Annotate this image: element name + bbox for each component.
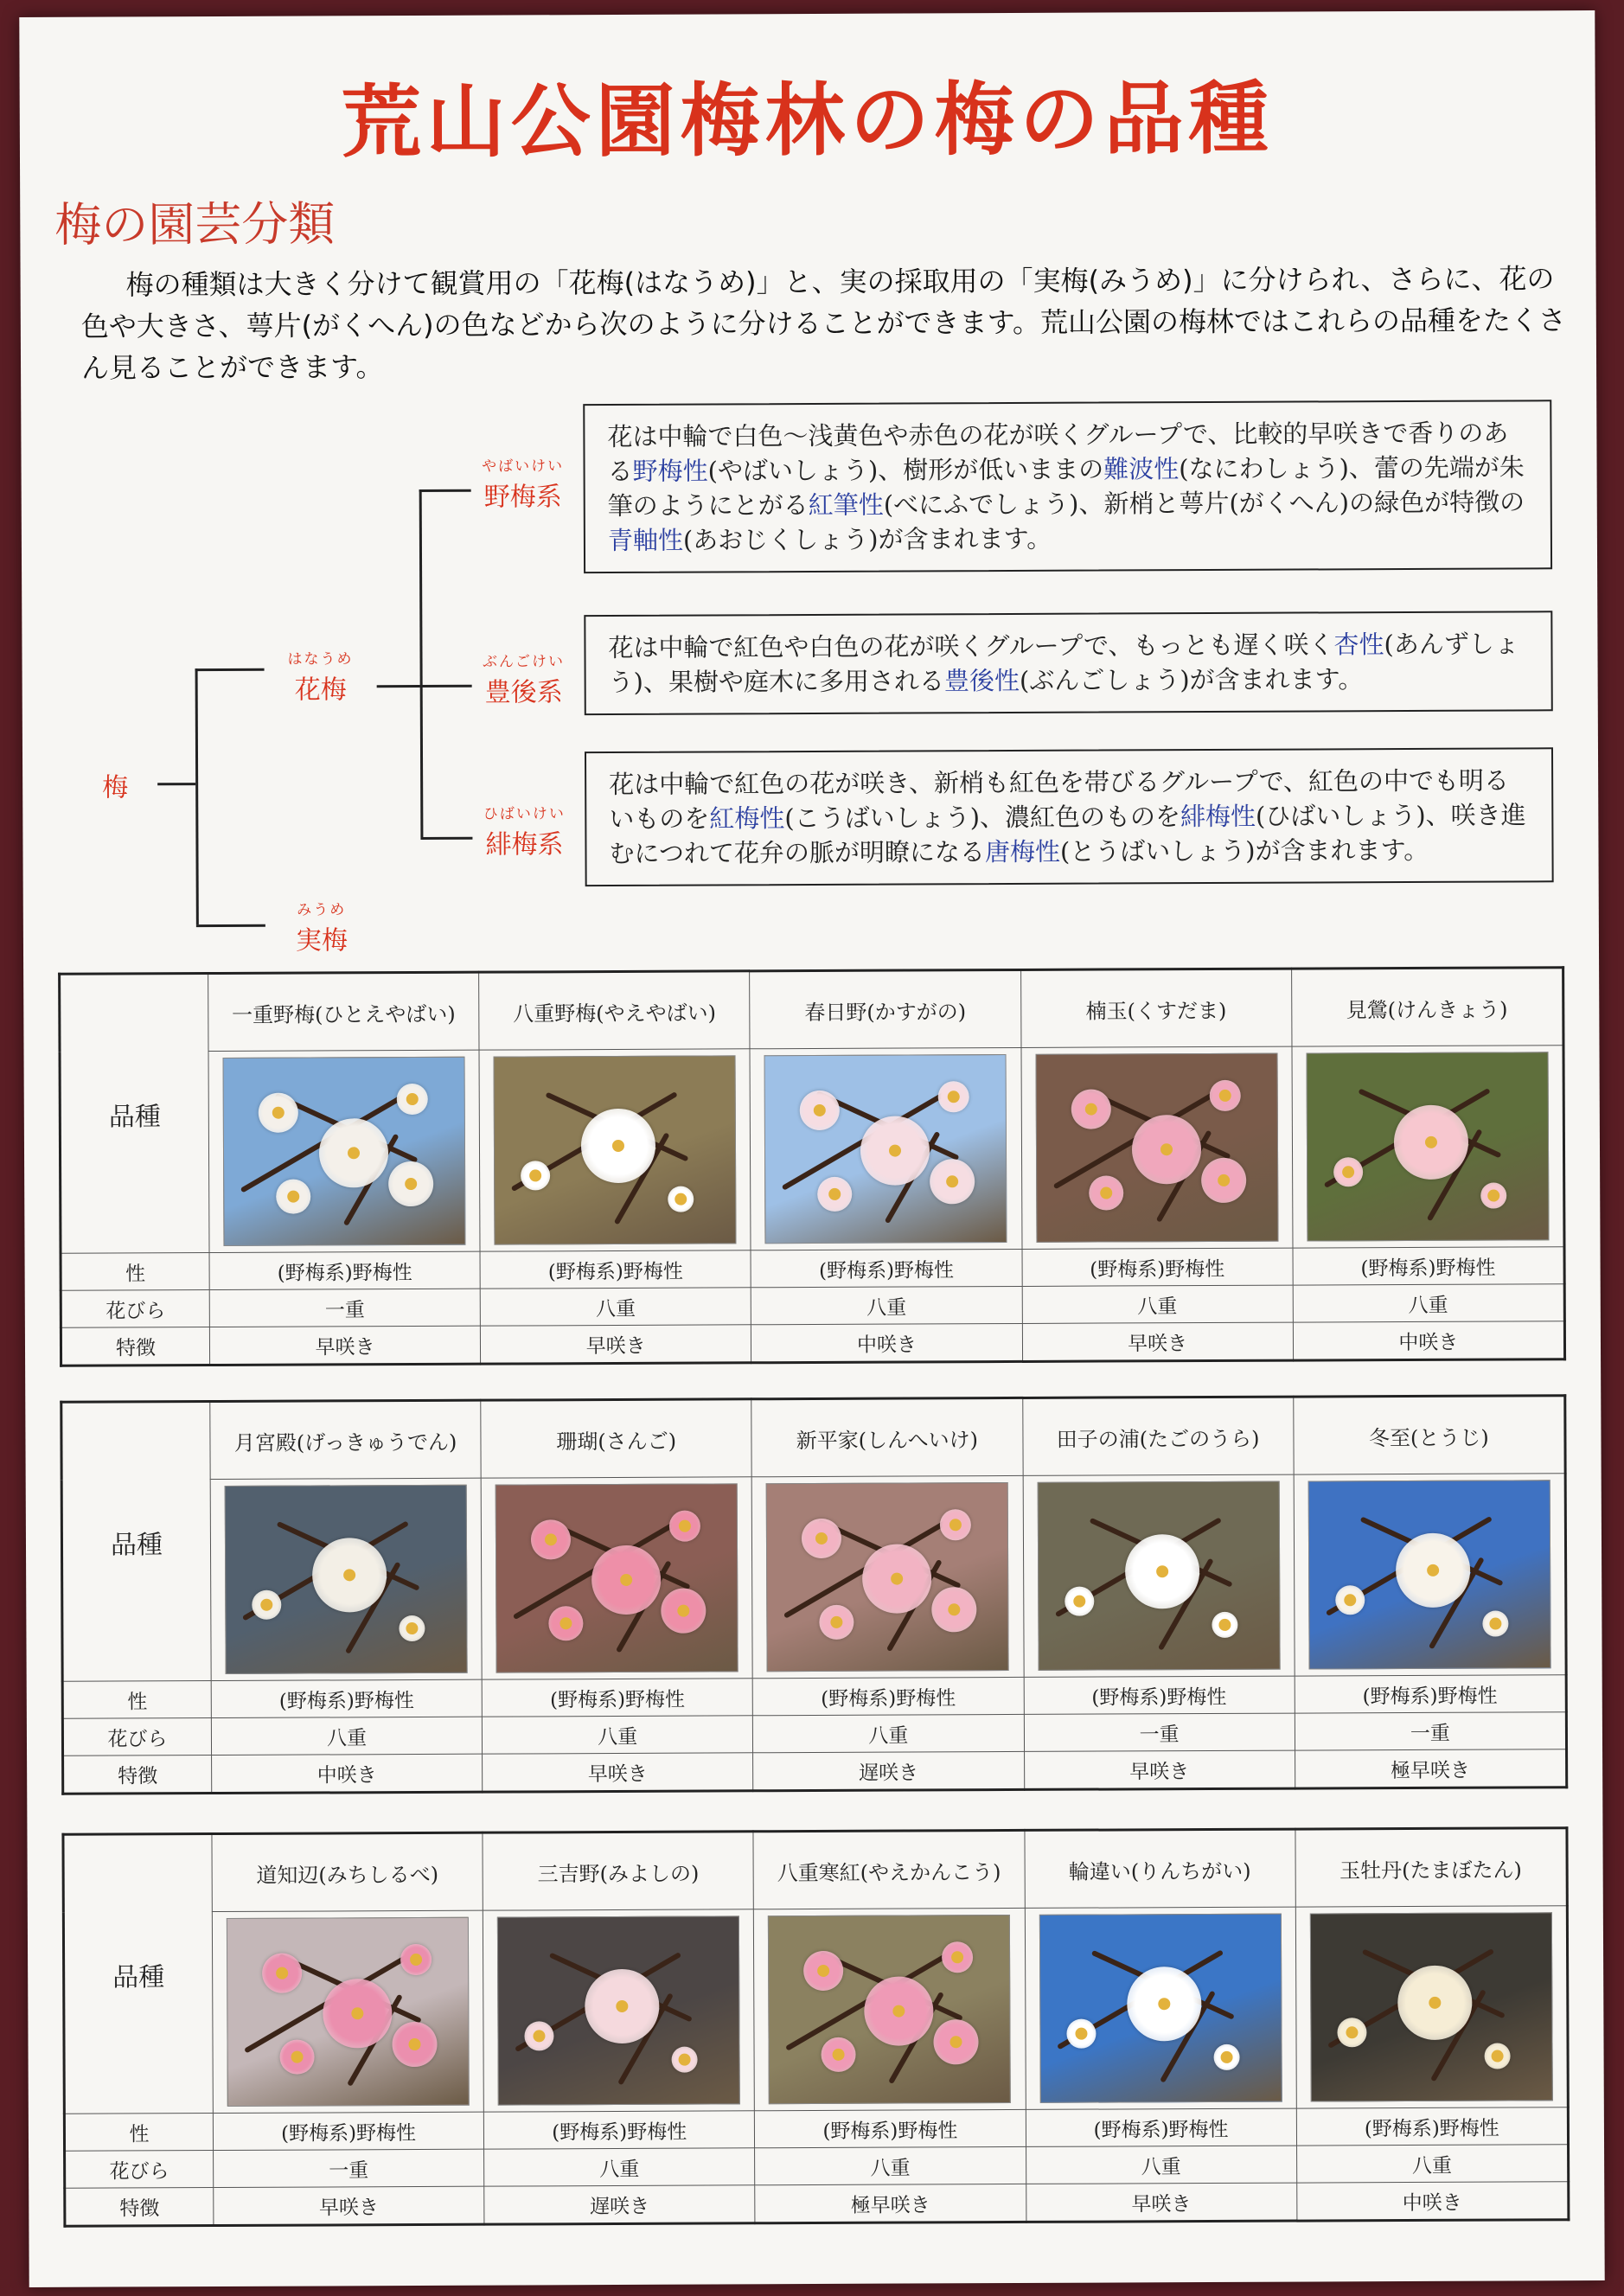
tree-node-bungo [467,653,579,709]
variety-petals: 一重 [214,2149,484,2187]
variety-type: (野梅系)野梅性 [1024,1676,1295,1714]
blossom-center-shape [406,1093,419,1105]
variety-petals: 八重 [753,1714,1024,1752]
plum-blossom-photo [1310,1912,1553,2101]
row-header-petals: 花びら [65,2151,214,2189]
variety-feature: 遅咲き [484,2185,755,2224]
tree-connector [195,668,265,671]
variety-feature: 早咲き [209,1326,480,1365]
variety-name: 春日野(かすがの) [750,969,1021,1048]
variety-feature: 早咲き [483,1753,753,1792]
variety-petals: 八重 [484,2148,755,2186]
variety-table [61,1826,1570,2228]
yabai-label: 野梅系 [483,482,562,513]
blossom-center-shape [1084,1103,1097,1116]
variety-type: (野梅系)野梅性 [1296,2107,1568,2146]
variety-name: 道知辺(みちしるべ) [212,1832,483,1911]
tree-node-miume [265,901,378,957]
tree-connector [419,489,471,492]
blossom-center-shape [343,1569,355,1581]
variety-name: 三吉野(みよしの) [483,1832,754,1910]
variety-name: 田子の浦(たごのうら) [1022,1397,1294,1475]
tree-connector [195,668,199,924]
variety-photo-cell [483,1909,755,2112]
bungo-label: 豊後系 [484,677,563,708]
tree-connector [377,685,420,688]
variety-photo-cell [210,1478,482,1680]
variety-petals-row [65,2145,1569,2189]
variety-name: 八重寒紅(やえかんこう) [753,1830,1025,1909]
blossom-center-shape [348,1147,360,1159]
blossom-center-shape [1075,2028,1087,2040]
variety-name: 月宮殿(げっきゅうでん) [210,1400,482,1479]
tree-root-ume: 梅 [102,772,129,803]
blossom-center-shape [1218,1619,1231,1631]
plum-blossom-photo [227,1917,470,2107]
variety-petals-row [61,1284,1564,1328]
variety-feature: 早咲き [214,2186,484,2225]
blossom-center-shape [409,2038,421,2050]
variety-photo-row [63,1906,1568,2114]
blossom-center-shape [291,2051,304,2063]
blossom-center-shape [276,1967,288,1979]
blossom-center-shape [1344,1594,1356,1606]
variety-feature: 中咲き [1293,1321,1565,1360]
blossom-center-shape [1425,1136,1437,1148]
variety-petals: 八重 [1026,2146,1296,2184]
variety-type: (野梅系)野梅性 [753,1677,1024,1715]
variety-photo-cell [1023,1474,1295,1677]
variety-name: 八重野梅(やえやばい) [479,971,751,1050]
variety-photo-cell [751,1475,1023,1678]
blossom-center-shape [1342,1166,1354,1178]
row-header-feature: 特徴 [65,2188,214,2227]
variety-name-row [60,968,1563,1052]
tree-connector [196,924,265,927]
row-header-petals: 花びら [61,1290,209,1328]
hanaume-ruby: はなうめ [287,650,354,668]
row-header-variety: 品種 [61,1402,211,1682]
row-header-petals: 花びら [62,1718,211,1756]
variety-petals: 八重 [480,1288,751,1326]
plum-blossom-photo [768,1915,1011,2104]
hibai-label: 緋梅系 [485,829,564,860]
variety-photo-cell [1025,1907,1296,2109]
variety-name: 玉牡丹(たまぼたん) [1295,1828,1568,1907]
variety-feature-row [61,1321,1564,1366]
blossom-center-shape [1156,1565,1168,1577]
variety-petals: 八重 [1296,2145,1568,2183]
blossom-center-shape [406,1622,418,1634]
plum-blossom-photo [1306,1052,1549,1241]
variety-petals: 八重 [755,2146,1026,2184]
row-header-variety: 品種 [63,1834,213,2114]
variety-photo-row [60,1046,1564,1254]
variety-photo-row [61,1474,1566,1682]
blossom-center-shape [405,1178,417,1190]
variety-photo-cell [1292,1046,1564,1248]
plum-blossom-photo [1035,1053,1278,1243]
variety-feature: 極早咲き [755,2184,1026,2222]
variety-name: 冬至(とうじ) [1293,1396,1565,1474]
variety-name: 楠玉(くすだま) [1020,969,1292,1047]
variety-petals: 一重 [1295,1712,1566,1750]
plum-blossom-photo [496,1483,738,1672]
page-title: 荒山公園梅林の梅の品種 [341,71,1275,169]
plum-blossom-photo [766,1482,1009,1672]
tree-connector [157,783,195,785]
variety-petals: 八重 [751,1286,1022,1324]
blossom-center-shape [1160,1143,1173,1155]
plum-blossom-photo [497,1915,740,2105]
variety-feature: 早咲き [1022,1322,1293,1361]
variety-name-row [63,1828,1567,1913]
variety-petals: 八重 [211,1717,482,1755]
tree-node-yabai [467,457,579,514]
description-yabai: 花は中輪で白色〜浅黄色や赤色の花が咲くグループで、比較的早咲きで香りのある野梅性(やばいしょう)、樹形が低いままの難波性(なにわしょう)、蕾の先端が朱筆のようにとがる紅筆性(べにふでしょう)、新梢と萼片(がくへん)の緑色が特徴の青軸性(あおじくしょう)が含まれます。 [583,400,1552,573]
blossom-center-shape [1158,1998,1170,2010]
row-header-type: 性 [61,1253,209,1291]
blossom-center-shape [1220,2051,1232,2063]
blossom-center-shape [260,1599,272,1611]
variety-petals: 八重 [483,1716,753,1754]
plum-blossom-photo [1037,1481,1280,1671]
hanaume-label: 花梅 [294,675,347,706]
variety-feature: 遅咲き [753,1751,1024,1790]
plum-blossom-photo [1308,1480,1551,1669]
variety-photo-cell [479,1049,751,1251]
variety-petals: 一重 [1024,1713,1295,1751]
variety-feature: 中咲き [212,1754,483,1793]
variety-type: (野梅系)野梅性 [480,1250,751,1289]
variety-name-row [61,1396,1565,1481]
plum-blossom-photo [223,1057,466,1246]
tree-node-hanaume [264,650,376,707]
variety-photo-cell [754,1908,1026,2110]
row-header-feature: 特徴 [61,1327,209,1366]
variety-type: (野梅系)野梅性 [755,2109,1026,2147]
variety-type: (野梅系)野梅性 [484,2111,755,2149]
variety-petals-row [62,1712,1566,1756]
variety-type: (野梅系)野梅性 [482,1679,752,1717]
blossom-center-shape [1218,1174,1230,1186]
variety-type: (野梅系)野梅性 [1026,2108,1296,2146]
plum-blossom-photo [764,1054,1007,1244]
variety-photo-cell [1294,1474,1566,1676]
blossom-center-shape [351,2007,363,2019]
variety-table [58,966,1566,1367]
section-heading: 梅の園芸分類 [54,196,336,253]
variety-petals: 八重 [1022,1285,1293,1323]
variety-name: 一重野梅(ひとえやばい) [208,972,480,1051]
blossom-center-shape [1429,1997,1441,2009]
blossom-center-shape [1346,2026,1358,2038]
intro-paragraph: 梅の種類は大きく分けて観賞用の「花梅(はなうめ)」と、実の採取用の「実梅(みうめ)」に分けられ、さらに、花の色や大きさ、萼片(がくへん)の色などから次のように分けることができます。荒山公園の梅林ではこれらの品種をたくさん見ることができます。 [80,262,1567,385]
variety-type-row [61,1247,1564,1291]
blossom-center-shape [272,1107,285,1119]
variety-type-row [62,1675,1566,1719]
blossom-center-shape [1489,1618,1501,1630]
blossom-center-shape [1487,1190,1499,1202]
tree-node-hibai [468,805,580,861]
row-header-type: 性 [62,1681,211,1719]
variety-feature: 早咲き [1024,1750,1295,1789]
tree-connector [420,685,472,688]
tree-connector [420,837,472,840]
variety-type: (野梅系)野梅性 [213,2112,483,2150]
variety-petals: 一重 [209,1289,480,1327]
variety-name: 見鶯(けんきょう) [1291,968,1563,1046]
variety-feature: 中咲き [1296,2182,1569,2221]
blossom-center-shape [1073,1596,1085,1608]
hibai-ruby: ひばいけい [483,805,566,823]
blossom-center-shape [1100,1186,1112,1199]
variety-type: (野梅系)野梅性 [751,1249,1021,1287]
variety-type-row [64,2107,1568,2152]
variety-name: 新平家(しんへいけ) [751,1397,1023,1476]
variety-table [60,1394,1568,1795]
variety-photo-cell [212,1910,483,2113]
variety-petals: 八重 [1293,1284,1564,1322]
variety-name: 珊瑚(さんご) [481,1399,752,1478]
variety-type: (野梅系)野梅性 [1295,1675,1566,1713]
blossom-center-shape [287,1191,299,1203]
variety-photo-cell [481,1477,752,1679]
variety-photo-cell [208,1050,480,1252]
description-hibai: 花は中輪で紅色の花が咲き、新梢も紅色を帯びるグループで、紅色の中でも明るいものを紅梅性(こうばいしょう)、濃紅色のものを緋梅性(ひばいしょう)、咲き進むにつれて花弁の脈が明瞭になる唐梅性(とうばいしょう)が含まれます。 [585,747,1554,886]
row-header-type: 性 [64,2114,213,2152]
row-header-variety: 品種 [60,974,209,1254]
tree-connector [419,489,423,837]
row-header-feature: 特徴 [63,1756,212,1794]
miume-label: 実梅 [295,925,348,956]
variety-type: (野梅系)野梅性 [211,1679,482,1717]
blossom-center-shape [410,1954,422,1966]
plum-blossom-photo [225,1485,468,1674]
description-bungo: 花は中輪で紅色や白色の花が咲くグループで、もっとも遅く咲く杏性(あんずしょう)、果樹や庭木に多用される豊後性(ぶんごしょう)が含まれます。 [584,611,1552,715]
variety-feature-row [63,1749,1567,1794]
blossom-center-shape [1218,1090,1231,1102]
variety-photo-cell [1021,1046,1293,1249]
blossom-center-shape [1491,2050,1503,2063]
variety-name: 輪違い(りんちがい) [1024,1829,1295,1908]
yabai-ruby: やばいけい [482,457,565,476]
bungo-ruby: ぶんごけい [482,653,566,671]
variety-feature: 中咲き [751,1323,1022,1362]
variety-photo-cell [750,1047,1021,1250]
variety-type: (野梅系)野梅性 [1022,1248,1293,1286]
variety-feature: 早咲き [481,1325,751,1364]
variety-feature-row [65,2182,1569,2227]
variety-feature: 早咲き [1026,2183,1296,2222]
variety-feature: 極早咲き [1295,1749,1567,1788]
blossom-center-shape [1427,1564,1439,1577]
variety-type: (野梅系)野梅性 [209,1251,480,1289]
variety-photo-cell [1295,1906,1568,2108]
variety-type: (野梅系)野梅性 [1293,1247,1564,1285]
miume-ruby: みうめ [297,901,347,919]
plum-blossom-photo [1039,1914,1282,2103]
plum-blossom-photo [494,1055,737,1244]
leaflet-page [19,10,1604,2287]
